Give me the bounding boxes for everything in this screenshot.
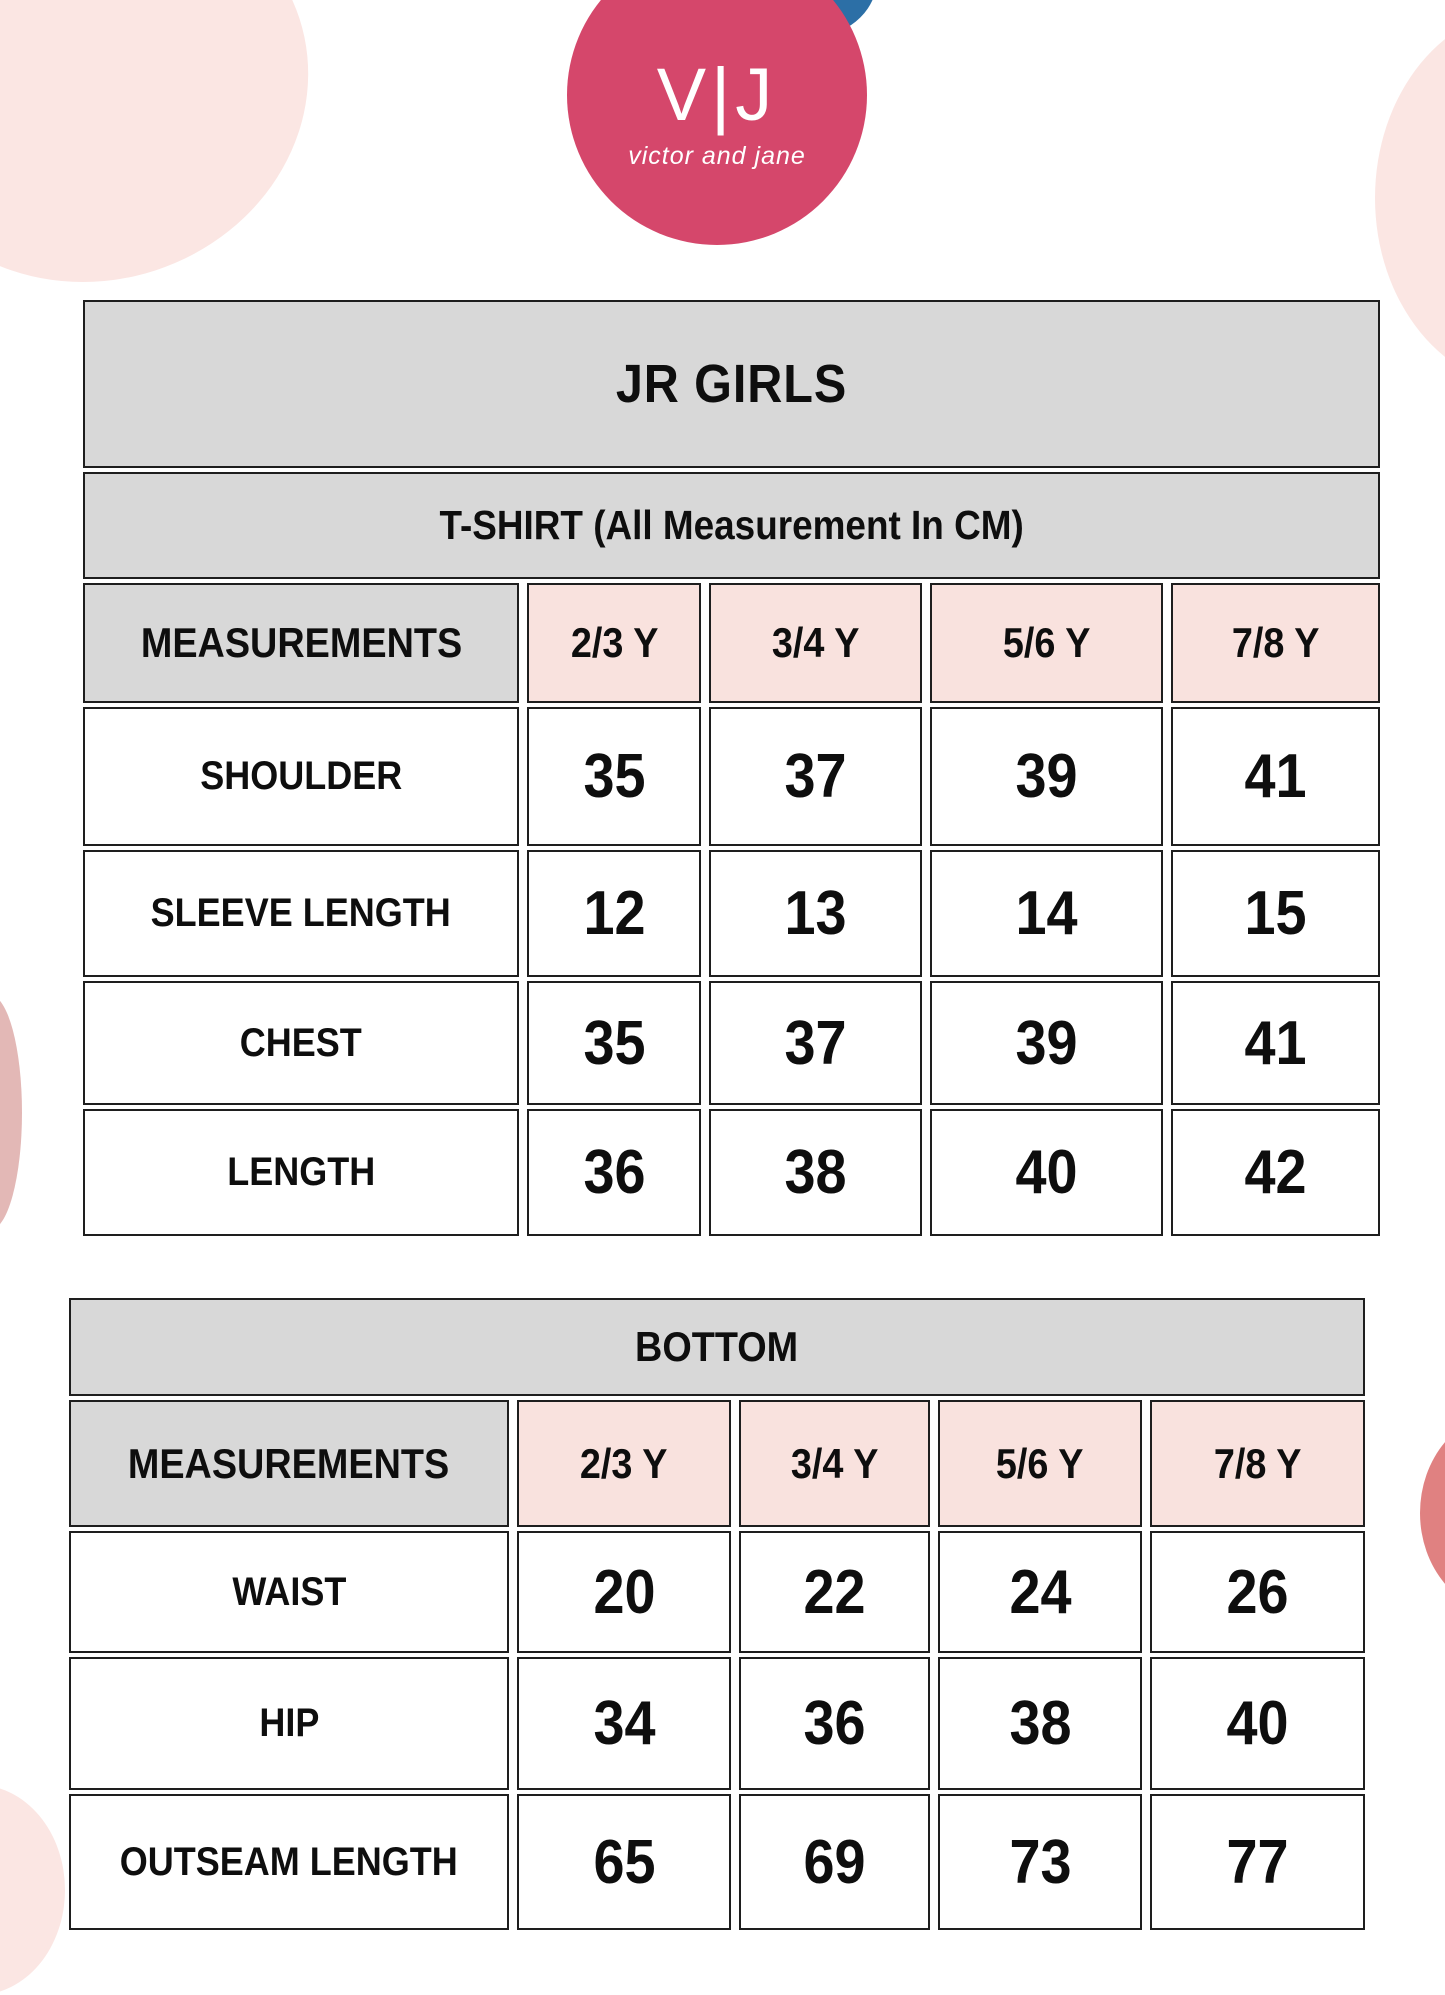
column-header-measurements: MEASUREMENTS	[83, 583, 519, 703]
value-cell: 36	[739, 1657, 930, 1790]
value-cell: 77	[1150, 1794, 1365, 1930]
brand-tagline: victor and jane	[628, 141, 806, 170]
value-cell: 40	[930, 1109, 1164, 1236]
column-header-size: 7/8 Y	[1150, 1400, 1365, 1527]
value-cell: 34	[517, 1657, 731, 1790]
value-cell: 24	[938, 1531, 1142, 1653]
row-label-shoulder: SHOULDER	[83, 707, 519, 846]
top-right-pink-blob	[1375, 8, 1445, 388]
brand-initials: V|J	[656, 52, 778, 136]
bottom-left-pink-blob	[0, 1785, 65, 1995]
value-cell: 73	[938, 1794, 1142, 1930]
row-label-outseam-length: OUTSEAM LENGTH	[69, 1794, 509, 1930]
value-cell: 37	[709, 981, 922, 1105]
value-cell: 38	[709, 1109, 922, 1236]
column-header-size: 2/3 Y	[517, 1400, 731, 1527]
column-header-size: 3/4 Y	[739, 1400, 930, 1527]
value-cell: 39	[930, 981, 1164, 1105]
value-cell: 35	[527, 981, 701, 1105]
bottom-size-chart	[69, 1298, 1365, 1930]
value-cell: 42	[1171, 1109, 1380, 1236]
row-label-length: LENGTH	[83, 1109, 519, 1236]
chart-subtitle: T-SHIRT (All Measurement In CM)	[83, 472, 1380, 579]
brand-logo-circle	[567, 0, 867, 245]
column-header-size: 3/4 Y	[709, 583, 922, 703]
left-dusty-rose-blob	[0, 995, 22, 1230]
chart-title: JR GIRLS	[83, 300, 1380, 468]
value-cell: 41	[1171, 707, 1380, 846]
value-cell: 37	[709, 707, 922, 846]
row-label-waist: WAIST	[69, 1531, 509, 1653]
column-header-measurements: MEASUREMENTS	[69, 1400, 509, 1527]
right-salmon-circle	[1420, 1413, 1445, 1613]
column-header-size: 5/6 Y	[930, 583, 1164, 703]
value-cell: 39	[930, 707, 1164, 846]
column-header-size: 7/8 Y	[1171, 583, 1380, 703]
value-cell: 26	[1150, 1531, 1365, 1653]
value-cell: 20	[517, 1531, 731, 1653]
top-left-pink-blob	[0, 0, 360, 337]
value-cell: 13	[709, 850, 922, 977]
value-cell: 41	[1171, 981, 1380, 1105]
tshirt-size-chart	[83, 300, 1380, 1236]
column-header-size: 2/3 Y	[527, 583, 701, 703]
row-label-sleeve-length: SLEEVE LENGTH	[83, 850, 519, 977]
row-label-chest: CHEST	[83, 981, 519, 1105]
value-cell: 35	[527, 707, 701, 846]
column-header-size: 5/6 Y	[938, 1400, 1142, 1527]
value-cell: 69	[739, 1794, 930, 1930]
row-label-hip: HIP	[69, 1657, 509, 1790]
chart-title: BOTTOM	[69, 1298, 1365, 1396]
value-cell: 40	[1150, 1657, 1365, 1790]
value-cell: 36	[527, 1109, 701, 1236]
value-cell: 14	[930, 850, 1164, 977]
value-cell: 12	[527, 850, 701, 977]
value-cell: 38	[938, 1657, 1142, 1790]
value-cell: 22	[739, 1531, 930, 1653]
value-cell: 65	[517, 1794, 731, 1930]
value-cell: 15	[1171, 850, 1380, 977]
